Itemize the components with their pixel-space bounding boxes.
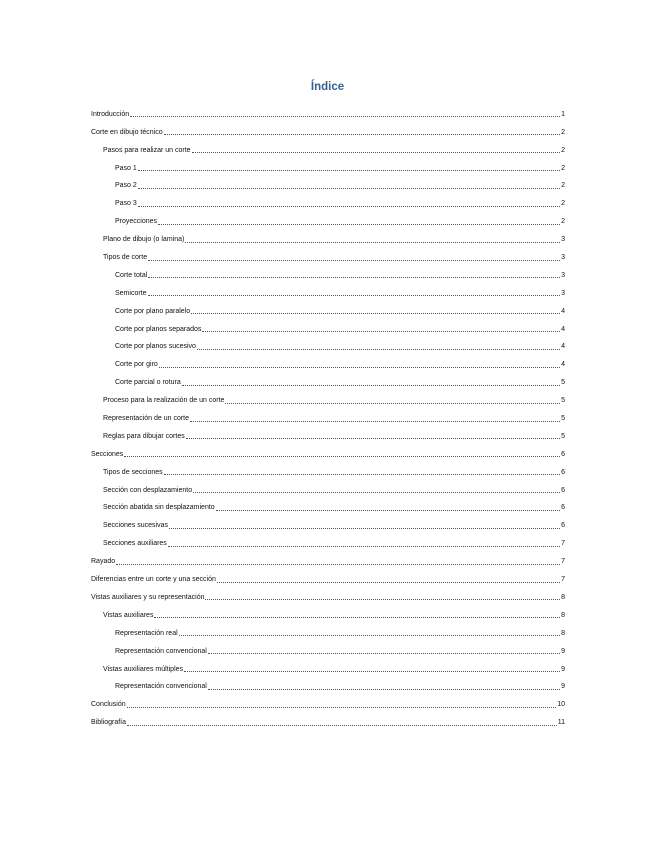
- toc-entry[interactable]: [91, 137, 565, 155]
- toc-entry-page: 4: [561, 325, 565, 333]
- toc-leader-dots: [116, 564, 560, 565]
- toc-leader-dots: [208, 653, 560, 654]
- toc-leader-dots: [124, 456, 560, 457]
- toc-entry[interactable]: [91, 173, 565, 191]
- toc-entry[interactable]: [91, 119, 565, 137]
- toc-entry-label: Corte parcial o rotura: [115, 379, 181, 387]
- toc-entry-label: Paso 2: [115, 182, 137, 190]
- toc-leader-dots: [192, 152, 561, 153]
- toc-entry[interactable]: [91, 101, 565, 119]
- toc-leader-dots: [191, 313, 560, 314]
- toc-entry[interactable]: [91, 405, 565, 423]
- toc-entry-label: Tipos de corte: [103, 254, 148, 262]
- toc-entry-page: 2: [561, 128, 565, 136]
- toc-entry-label: Vistas auxiliares: [103, 611, 154, 619]
- toc-entry[interactable]: [91, 387, 565, 405]
- toc-leader-dots: [202, 331, 560, 332]
- toc-entry-label: Secciones: [91, 450, 124, 458]
- toc-entry-page: 8: [561, 629, 565, 637]
- toc-entry-page: 5: [561, 432, 565, 440]
- toc-entry-label: Corte por planos separados: [115, 325, 202, 333]
- toc-entry[interactable]: [91, 656, 565, 674]
- toc-entry-page: 10: [557, 701, 565, 709]
- toc-entry-page: 8: [561, 593, 565, 601]
- toc-entry-label: Paso 3: [115, 200, 137, 208]
- toc-leader-dots: [217, 582, 560, 583]
- toc-entry-page: 9: [561, 665, 565, 673]
- toc-entry-label: Proyecciones: [115, 218, 158, 226]
- toc-leader-dots: [205, 599, 560, 600]
- toc-leader-dots: [168, 546, 560, 547]
- toc-leader-dots: [159, 367, 560, 368]
- toc-entry[interactable]: [91, 244, 565, 262]
- toc-entry-page: 7: [561, 540, 565, 548]
- table-of-contents: [91, 101, 565, 727]
- toc-leader-dots: [158, 224, 560, 225]
- toc-entry-page: 6: [561, 504, 565, 512]
- toc-entry-page: 2: [561, 218, 565, 226]
- toc-entry[interactable]: [91, 548, 565, 566]
- toc-entry-label: Corte por giro: [115, 361, 158, 369]
- toc-entry[interactable]: [91, 512, 565, 530]
- toc-entry[interactable]: [91, 351, 565, 369]
- toc-entry[interactable]: [91, 369, 565, 387]
- toc-entry-page: 5: [561, 415, 565, 423]
- toc-leader-dots: [164, 474, 560, 475]
- toc-entry[interactable]: [91, 226, 565, 244]
- toc-entry[interactable]: [91, 691, 565, 709]
- toc-entry-page: 9: [561, 683, 565, 691]
- toc-entry-page: 2: [561, 164, 565, 172]
- toc-entry-page: 6: [561, 450, 565, 458]
- toc-leader-dots: [169, 528, 560, 529]
- toc-entry-label: Rayado: [91, 558, 116, 566]
- toc-leader-dots: [127, 725, 557, 726]
- toc-leader-dots: [225, 403, 560, 404]
- toc-entry-label: Vistas auxiliares múltiples: [103, 665, 184, 673]
- toc-entry-label: Corte por plano paralelo: [115, 307, 191, 315]
- toc-entry-label: Tipos de secciones: [103, 468, 163, 476]
- toc-entry-page: 11: [557, 719, 565, 727]
- toc-entry[interactable]: [91, 495, 565, 513]
- toc-entry-page: 2: [561, 200, 565, 208]
- toc-entry-label: Diferencias entre un corte y una sección: [91, 576, 216, 584]
- toc-leader-dots: [148, 277, 560, 278]
- toc-entry[interactable]: [91, 190, 565, 208]
- toc-entry-page: 3: [561, 236, 565, 244]
- toc-entry-label: Sección abatida sin desplazamiento: [103, 504, 215, 512]
- toc-leader-dots: [184, 671, 560, 672]
- toc-entry-label: Conclusión: [91, 701, 126, 709]
- toc-entry[interactable]: [91, 262, 565, 280]
- toc-entry[interactable]: [91, 620, 565, 638]
- toc-entry-label: Sección con desplazamiento: [103, 486, 193, 494]
- toc-entry-page: 5: [561, 379, 565, 387]
- toc-entry-page: 6: [561, 468, 565, 476]
- toc-title: Índice: [310, 81, 345, 93]
- toc-leader-dots: [182, 385, 560, 386]
- toc-entry-label: Representación convencional: [115, 683, 207, 691]
- toc-entry-page: 9: [561, 647, 565, 655]
- toc-leader-dots: [148, 295, 561, 296]
- toc-entry[interactable]: [91, 584, 565, 602]
- toc-leader-dots: [190, 421, 560, 422]
- toc-entry-label: Introducción: [91, 110, 130, 118]
- toc-leader-dots: [127, 707, 557, 708]
- toc-entry-page: 6: [561, 486, 565, 494]
- toc-entry-page: 4: [561, 343, 565, 351]
- toc-leader-dots: [208, 689, 560, 690]
- toc-leader-dots: [186, 438, 560, 439]
- toc-entry-label: Corte por planos sucesivo: [115, 343, 196, 351]
- toc-leader-dots: [138, 170, 560, 171]
- toc-entry-label: Bibliografía: [91, 719, 127, 727]
- toc-entry-page: 2: [561, 182, 565, 190]
- toc-leader-dots: [197, 349, 560, 350]
- toc-entry[interactable]: [91, 423, 565, 441]
- toc-entry-label: Paso 1: [115, 164, 137, 172]
- toc-entry-page: 5: [561, 397, 565, 405]
- toc-entry[interactable]: [91, 208, 565, 226]
- toc-entry[interactable]: [91, 459, 565, 477]
- toc-entry-page: 3: [561, 271, 565, 279]
- toc-entry-label: Representación convencional: [115, 647, 207, 655]
- toc-entry-label: Corte en dibujo técnico: [91, 128, 163, 136]
- toc-entry-page: 8: [561, 611, 565, 619]
- toc-entry[interactable]: [91, 298, 565, 316]
- toc-entry[interactable]: [91, 709, 565, 727]
- toc-entry-page: 4: [561, 361, 565, 369]
- toc-entry-label: Proceso para la realización de un corte: [103, 397, 225, 405]
- toc-entry[interactable]: [91, 566, 565, 584]
- toc-entry-label: Corte total: [115, 271, 148, 279]
- toc-leader-dots: [138, 206, 560, 207]
- toc-entry-page: 7: [561, 576, 565, 584]
- toc-entry-label: Secciones sucesivas: [103, 522, 168, 530]
- toc-entry-label: Vistas auxiliares y su representación: [91, 593, 205, 601]
- toc-entry-page: 3: [561, 289, 565, 297]
- toc-entry-page: 3: [561, 254, 565, 262]
- toc-entry-page: 6: [561, 522, 565, 530]
- toc-entry[interactable]: [91, 530, 565, 548]
- toc-entry-page: 4: [561, 307, 565, 315]
- toc-entry-page: 1: [561, 110, 565, 118]
- toc-leader-dots: [138, 188, 560, 189]
- toc-leader-dots: [216, 510, 560, 511]
- toc-entry-label: Semicorte: [115, 289, 147, 297]
- toc-entry[interactable]: [91, 477, 565, 495]
- toc-entry-label: Pasos para realizar un corte: [103, 146, 191, 154]
- toc-leader-dots: [193, 492, 560, 493]
- toc-entry-label: Representación de un corte: [103, 415, 189, 423]
- toc-entry[interactable]: [91, 316, 565, 334]
- toc-entry-label: Plano de dibujo (o lamina): [103, 236, 185, 244]
- toc-entry[interactable]: [91, 602, 565, 620]
- toc-entry[interactable]: [91, 674, 565, 692]
- toc-entry[interactable]: [91, 441, 565, 459]
- toc-entry-label: Secciones auxiliares: [103, 540, 167, 548]
- toc-leader-dots: [154, 617, 560, 618]
- toc-entry[interactable]: [91, 334, 565, 352]
- toc-leader-dots: [185, 242, 560, 243]
- toc-entry-label: Reglas para dibujar cortes: [103, 432, 185, 440]
- toc-entry-page: 7: [561, 558, 565, 566]
- toc-entry[interactable]: [91, 638, 565, 656]
- toc-leader-dots: [164, 134, 560, 135]
- toc-entry-page: 2: [561, 146, 565, 154]
- toc-entry[interactable]: [91, 155, 565, 173]
- toc-entry[interactable]: [91, 280, 565, 298]
- toc-entry-label: Representación real: [115, 629, 178, 637]
- toc-leader-dots: [148, 260, 560, 261]
- toc-leader-dots: [179, 635, 560, 636]
- toc-leader-dots: [130, 116, 560, 117]
